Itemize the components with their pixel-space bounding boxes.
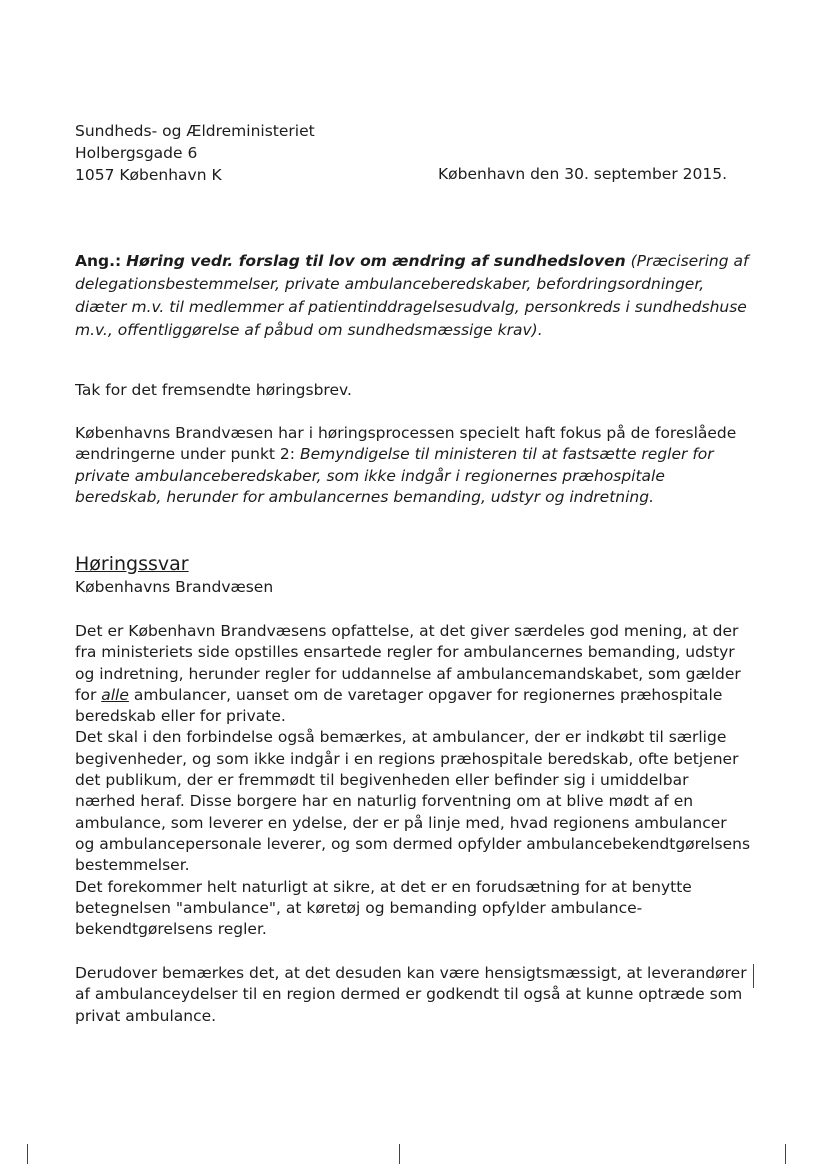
response-body bbox=[75, 621, 755, 940]
paragraph-line: for bbox=[75, 685, 102, 704]
paragraph-line: beredskab, herunder for ambulancernes bemanding, udstyr og indretning. bbox=[75, 487, 655, 506]
paragraph-line: begivenheder, og som ikke indgår i en regions præhospitale beredskab, ofte betjener bbox=[75, 749, 739, 768]
section-heading: Høringssvar bbox=[75, 553, 189, 575]
recipient-street: Holbergsgade 6 bbox=[75, 144, 198, 162]
subject-label: Ang.: bbox=[75, 252, 122, 270]
paragraph-line: Det forekommer helt naturligt at sikre, at det er en forudsætning for at benytte bbox=[75, 877, 692, 896]
paragraph-line: Det skal i den forbindelse også bemærkes, at ambulancer, der er indkøbt til særlige bbox=[75, 728, 727, 747]
recipient-name: Sundheds- og Ældreministeriet bbox=[75, 122, 315, 140]
paragraph-emphasis: Bemyndigelse til ministeren til at fastsætte regler for bbox=[299, 445, 714, 464]
organisation-name: Københavns Brandvæsen bbox=[75, 578, 274, 596]
paragraph-line: ambulancer, uanset om de varetager opgaver for regionernes præhospitale bbox=[128, 685, 723, 704]
paragraph-line: fra ministeriets side opstilles ensartede regler for ambulancernes bemanding, udstyr bbox=[75, 643, 735, 662]
paragraph-line: Det er København Brandvæsens opfattelse, at det giver særdeles god mening, at der bbox=[75, 622, 739, 640]
subject-text: diæter m.v. til medlemmer af patientinddragelsesudvalg, personkreds i sundhedshuse bbox=[75, 298, 747, 316]
paragraph-line: og ambulancepersonale leverer, og som dermed opfylder ambulancebekendtgørelsens bbox=[75, 834, 751, 853]
paragraph-line: Derudover bemærkes det, at det desuden kan være hensigtsmæssigt, at leverandører bbox=[75, 964, 747, 982]
subject-text: m.v., offentliggørelse af påbud om sundhedsmæssige krav). bbox=[75, 321, 543, 339]
paragraph-line: bestemmelser. bbox=[75, 856, 190, 875]
intro-paragraph bbox=[75, 423, 755, 508]
subject-block bbox=[75, 250, 755, 342]
paragraph-line: nærhed heraf. Disse borgere har en naturlig forventning om at blive mødt af en bbox=[75, 792, 694, 811]
recipient-city: 1057 København K bbox=[75, 166, 222, 184]
paragraph-line: det publikum, der er fremmødt til begivenheden eller befinder sig i umiddelbar bbox=[75, 771, 689, 790]
emphasis-alle: alle bbox=[101, 685, 129, 704]
paragraph-line: betegnelsen "ambulance", at køretøj og bemanding opfylder ambulance- bbox=[75, 898, 643, 917]
margin-mark-right bbox=[785, 1144, 786, 1164]
thanks-paragraph bbox=[75, 380, 755, 401]
section-organisation bbox=[75, 577, 755, 598]
revision-bar bbox=[753, 964, 754, 988]
paragraph-line: beredskab eller for private. bbox=[75, 707, 286, 726]
margin-mark-center bbox=[399, 1144, 400, 1164]
letter-date: København den 30. september 2015. bbox=[438, 165, 728, 183]
subject-text: delegationsbestemmelser, private ambulanceberedskaber, befordringsordninger, bbox=[75, 275, 705, 293]
paragraph-line: privat ambulance. bbox=[75, 1006, 217, 1025]
paragraph-line: private ambulanceberedskaber, som ikke indgår i regionernes præhospitale bbox=[75, 466, 665, 485]
subject-text: (Præcisering af bbox=[630, 252, 749, 270]
subject-title: Høring vedr. forslag til lov om ændring af sundhedsloven bbox=[126, 252, 626, 270]
paragraph-line: ambulance, som leverer en ydelse, der er på linje med, hvad regionens ambulancer bbox=[75, 813, 727, 832]
closing-paragraph bbox=[75, 963, 755, 1027]
margin-mark-left bbox=[27, 1144, 28, 1164]
thanks-text: Tak for det fremsendte høringsbrev. bbox=[75, 381, 352, 399]
paragraph-line: Københavns Brandvæsen har i høringsprocessen specielt haft fokus på de foreslåede bbox=[75, 424, 737, 442]
paragraph-line: af ambulanceydelser til en region dermed er godkendt til også at kunne optræde som bbox=[75, 985, 743, 1004]
paragraph-line: og indretning, herunder regler for uddannelse af ambulancemandskabet, som gælder bbox=[75, 664, 741, 683]
paragraph-line: bekendtgørelsens regler. bbox=[75, 920, 267, 939]
paragraph-line: ændringerne under punkt 2: bbox=[75, 445, 300, 464]
